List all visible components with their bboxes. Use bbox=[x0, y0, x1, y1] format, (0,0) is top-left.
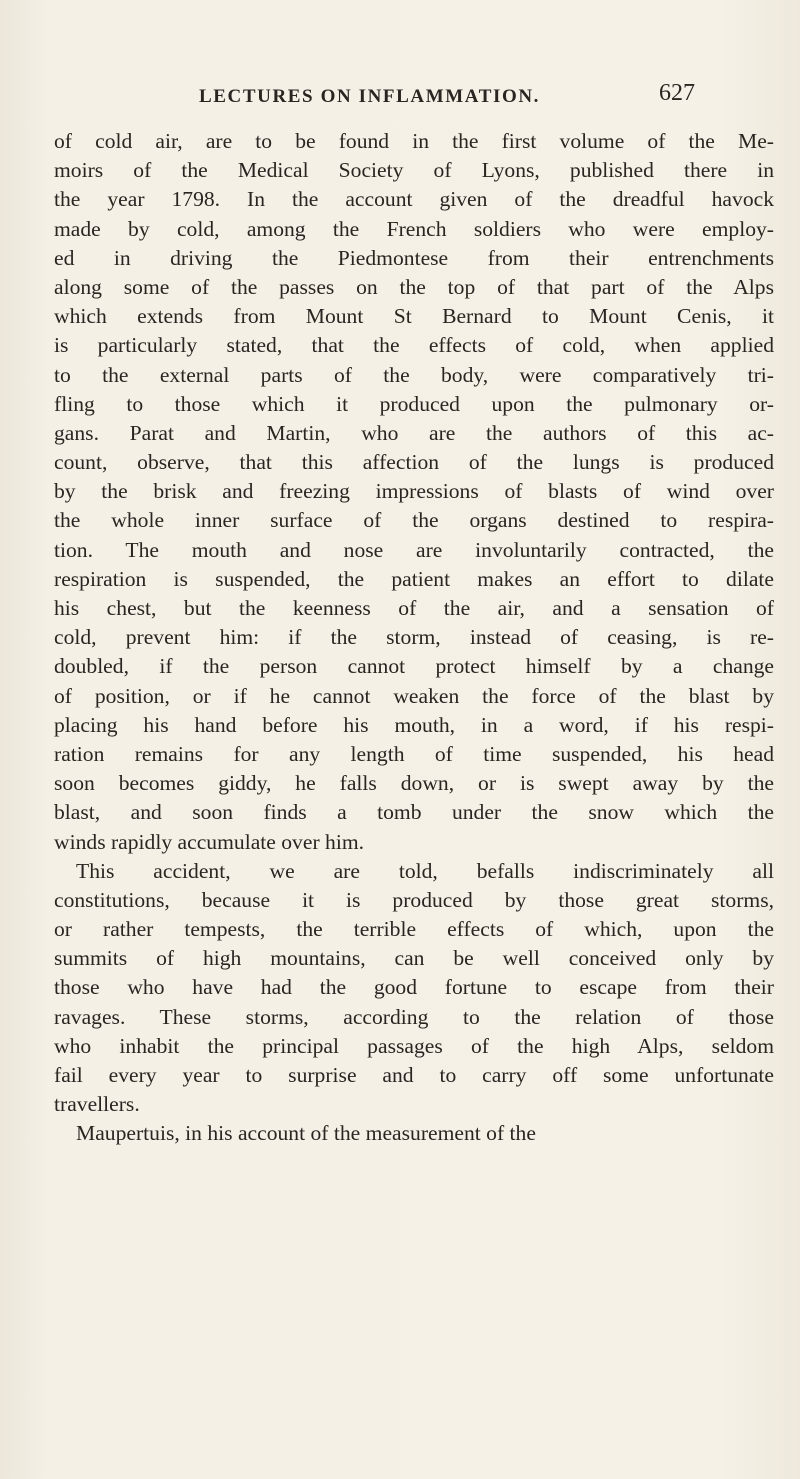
text-line: made by cold, among the French soldiers who were employ- bbox=[54, 216, 774, 241]
text-line: the whole inner surface of the organs destined to respira- bbox=[54, 508, 774, 533]
text-line: summits of high mountains, can be well conceived only by bbox=[54, 946, 774, 971]
text-line: his chest, but the keenness of the air, and a sensation of bbox=[54, 596, 774, 620]
text-line: ravages. These storms, according to the relation of those bbox=[54, 1004, 774, 1029]
text-line: is particularly stated, that the effects of cold, when applied bbox=[54, 333, 774, 358]
text-line: winds rapidly accumulate over him. bbox=[54, 829, 365, 854]
page-number: 627 bbox=[659, 80, 695, 106]
page-header bbox=[0, 80, 800, 116]
text-line: tion. The mouth and nose are involuntarily contracted, the bbox=[54, 537, 774, 562]
text-line: blast, and soon finds a tomb under the snow which the bbox=[54, 800, 774, 825]
body-text bbox=[54, 127, 774, 1149]
text-line: those who have had the good fortune to escape from their bbox=[54, 975, 774, 1000]
text-line: fail every year to surprise and to carry off some unfortunate bbox=[54, 1063, 774, 1087]
text-line: along some of the passes on the top of that part of the Alps bbox=[54, 274, 774, 299]
text-line: constitutions, because it is produced by those great storms, bbox=[54, 887, 774, 912]
text-line: ration remains for any length of time suspended, his head bbox=[54, 741, 774, 766]
text-line: cold, prevent him: if the storm, instead of ceasing, is re- bbox=[54, 625, 774, 650]
text-line: ed in driving the Piedmontese from their entrenchments bbox=[54, 245, 774, 270]
text-line: or rather tempests, the terrible effects of which, upon the bbox=[54, 917, 774, 942]
text-line: fling to those which it produced upon the pulmonary or- bbox=[54, 391, 774, 416]
text-line: of cold air, are to be found in the first volume of the Me- bbox=[54, 129, 774, 153]
text-line: gans. Parat and Martin, who are the authors of this ac- bbox=[54, 420, 774, 445]
text-line: who inhabit the principal passages of the high Alps, seldom bbox=[54, 1033, 774, 1058]
text-line: placing his hand before his mouth, in a word, if his respi- bbox=[54, 712, 774, 737]
running-head: LECTURES ON INFLAMMATION. bbox=[199, 86, 541, 107]
text-line: to the external parts of the body, were comparatively tri- bbox=[54, 362, 774, 387]
text-line: the year 1798. In the account given of the dreadful havock bbox=[54, 187, 774, 212]
text-line: moirs of the Medical Society of Lyons, published there in bbox=[54, 158, 774, 183]
text-line: Maupertuis, in his account of the measurement of the bbox=[76, 1121, 536, 1146]
text-line: count, observe, that this affection of the lungs is produced bbox=[54, 450, 774, 475]
text-line: This accident, we are told, befalls indiscriminately all bbox=[76, 858, 774, 883]
text-line: travellers. bbox=[54, 1092, 140, 1117]
text-line: respiration is suspended, the patient makes an effort to dilate bbox=[54, 566, 774, 591]
text-line: which extends from Mount St Bernard to Mount Cenis, it bbox=[54, 304, 774, 329]
text-line: by the brisk and freezing impressions of blasts of wind over bbox=[54, 479, 774, 504]
text-line: of position, or if he cannot weaken the force of the blast by bbox=[54, 683, 774, 708]
text-line: soon becomes giddy, he falls down, or is swept away by the bbox=[54, 771, 774, 796]
text-line: doubled, if the person cannot protect himself by a change bbox=[54, 654, 774, 679]
